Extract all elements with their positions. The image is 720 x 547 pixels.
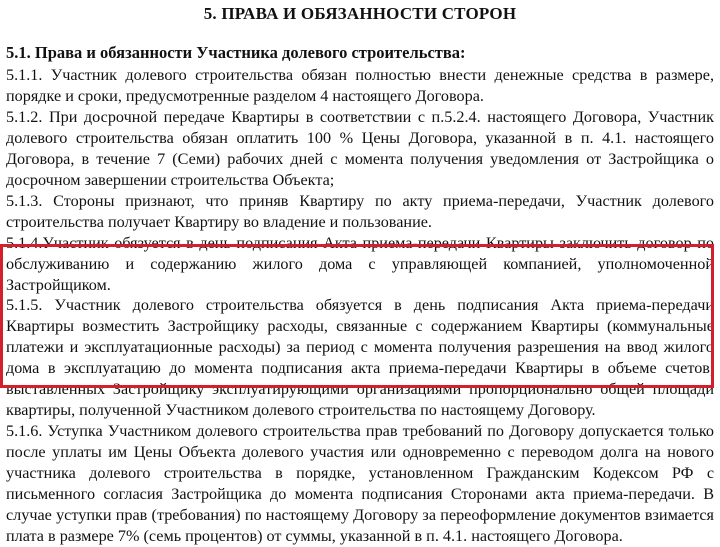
clause-5-1-5: 5.1.5. Участник долевого строительства обязуется в день подписания Акта приема-передачи Квартиры возместить Застройщику расходы, связанные с содержанием Квартиры (коммунальные платежи и эксплуатационные расходы) за период с момента получения разрешения на ввод жилого дома в эксплуатацию до момента подписания акта приема-передачи Квартиры в объеме счетов, выставленных Застройщику эксплуатирующими организациями пропорционально общей площади квартиры, полученной Участником долевого строительства по настоящему Договору. xyxy=(6,296,714,420)
clauses-body xyxy=(6,65,714,547)
subsection-title: 5.1. Права и обязанности Участника долевого строительства: xyxy=(6,43,466,62)
clause-5-1-2: 5.1.2. При досрочной передаче Квартиры в соответствии с п.5.2.4. настоящего Договора, Участник долевого строительства обязан оплатить 100 % Цены Договора, указанной в п. 4.1. настоящего Договора, в течение 7 (Семи) рабочих дней с момента получения уведомления от Застройщика о досрочном завершении строительства Объекта; xyxy=(6,107,714,189)
clause-5-1-3: 5.1.3. Стороны признают, что приняв Квартиру по акту приема-передачи, Участник долевого строительства получает Квартиру во владение и пользование. xyxy=(6,191,714,231)
section-title: 5. ПРАВА И ОБЯЗАННОСТИ СТОРОН xyxy=(203,4,517,23)
clause-5-1-6: 5.1.6. Уступка Участником долевого строительства прав требований по Договору допускается только после уплаты им Цены Объекта долевого участия или одновременно с переводом долга на нового участника долевого строительства в порядке, установленном Гражданским Кодексом РФ с письменного согласия Застройщика до момента подписания Сторонами акта приема-передачи. В случае уступки прав (требования) по настоящему Договору за переоформление документов взимается плата в размере 7% (семь процентов) от суммы, указанной в п. 4.1. настоящего Договора. xyxy=(6,422,714,545)
clause-5-1-4: 5.1.4.Участник обязуется в день подписания Акта приема-передачи Квартиры заключить договор по обслуживанию и содержанию жилого дома с управляющей компанией, уполномоченной Застройщиком. xyxy=(6,233,714,294)
clause-5-1-1: 5.1.1. Участник долевого строительства обязан полностью внести денежные средства в размере, порядке и сроки, предусмотренные разделом 4 настоящего Договора. xyxy=(6,66,714,105)
